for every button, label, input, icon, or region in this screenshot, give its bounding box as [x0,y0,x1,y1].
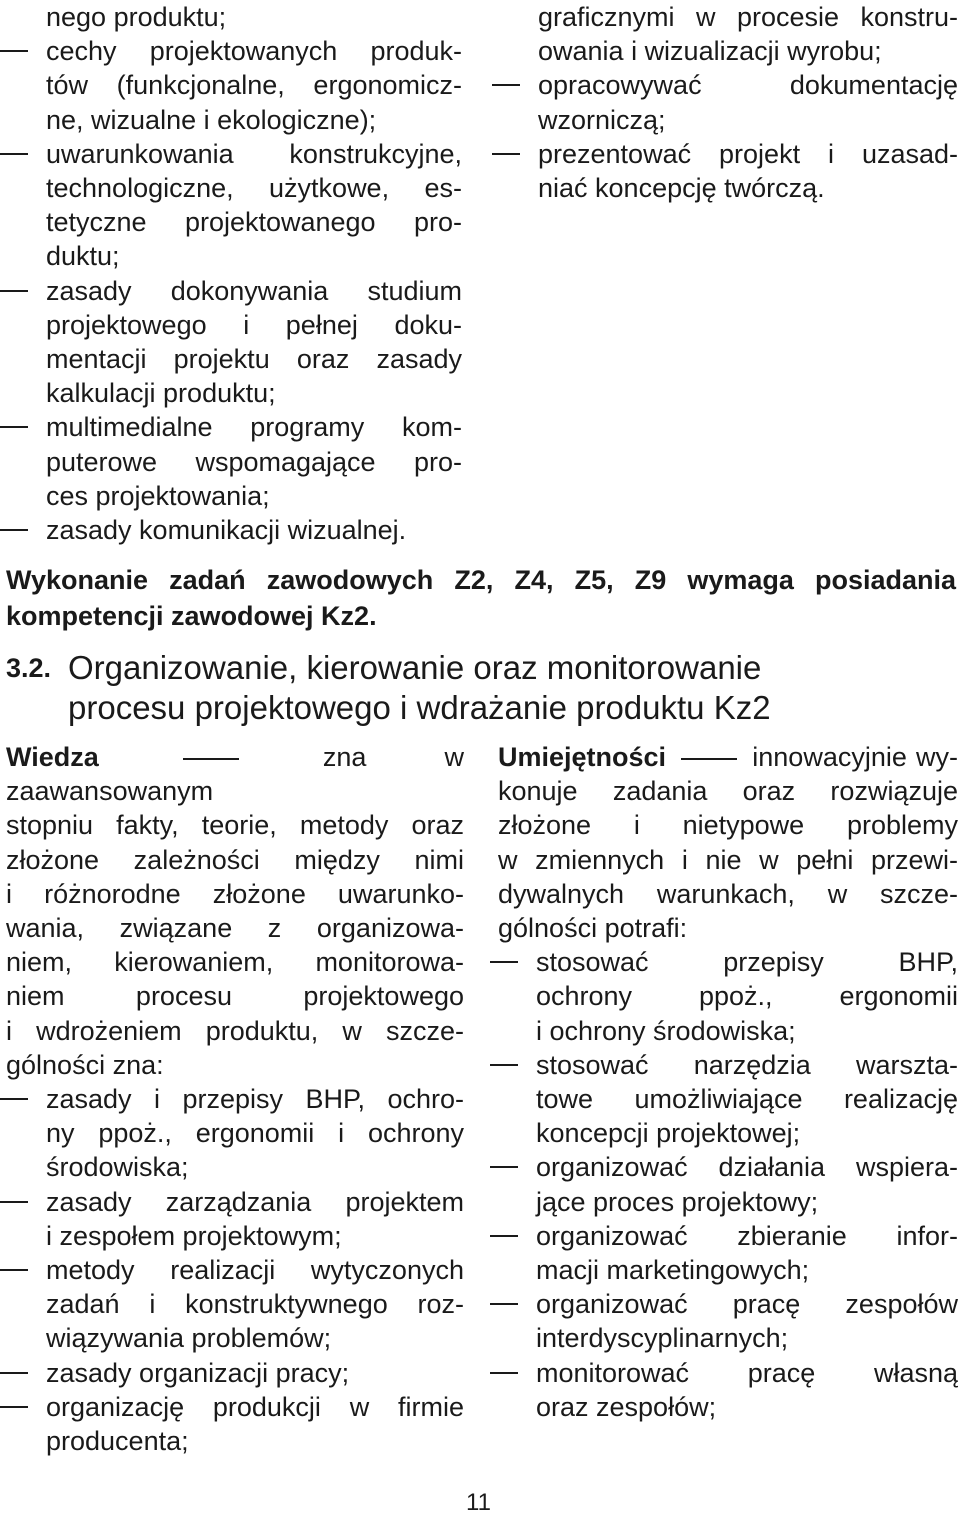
dash-bullet-icon [490,961,518,963]
text-line: konuje zadania oraz rozwiązuje [498,776,958,807]
text-line: jące proces projektowy; [536,1186,819,1217]
dash-bullet-icon [0,426,28,428]
skills-intro [498,740,958,774]
skills-label: Umiejętności [498,742,667,772]
list-item: prezentować projekt i uzasad- [538,137,958,171]
text-line: interdyscyplinarnych; [536,1323,789,1354]
text-line: zadań i konstruktywnego roz- [46,1289,464,1320]
knowledge-label: Wiedza [6,742,99,772]
text-line: niać koncepcję twórczą. [538,173,825,204]
skills-intro-text: innowacyjnie wy- [752,742,958,772]
list-item: organizować pracę zespołów [536,1287,958,1321]
text-line: producenta; [46,1426,189,1457]
knowledge-list [6,1082,464,1458]
section-number: 3.2. [6,653,52,683]
section-title-line-2: procesu projektowego i wdrażanie produktu Kz2 [68,689,771,726]
list-item: organizować zbieranie infor- [536,1219,958,1253]
text-line: owania i wizualizacji wyrobu; [538,36,882,67]
text-line: duktu; [46,241,120,272]
dash-bullet-icon [0,1372,28,1374]
text-line: kalkulacji produktu; [46,378,276,409]
text-line: projektowego i pełnej doku- [46,309,462,340]
list-item: opracowywać dokumentację [538,68,958,102]
text-line: i różnorodne złożone uwarunko- [6,878,464,909]
list-item: stosować przepisy BHP, [536,945,958,979]
text-line: złożone i nietypowe problemy [498,810,958,841]
skills-list [498,945,958,1424]
list-item: organizację produkcji w firmie [46,1390,464,1424]
text-line: dywalnych warunkach, w szcze- [498,878,958,909]
text-line: niem, kierowaniem, monitorowa- [6,947,464,978]
right-top-column [538,0,958,205]
requirement-note [6,562,956,634]
text-line: i wdrożeniem produktu, w szcze- [6,1015,464,1046]
knowledge-intro-text: zna w zaawansowanym [6,742,464,807]
text-line: gólności zna: [6,1049,164,1080]
text-line: mentacji projektu oraz zasady [46,344,462,375]
list-item: cechy projektowanych produk- [46,34,462,68]
section-title-line-1: Organizowanie, kierowanie oraz monitorowanie [68,649,762,686]
text-line: tów (funkcjonalne, ergonomicz- [46,70,462,101]
list-item: monitorować pracę własną [536,1356,958,1390]
text-line: tetyczne projektowanego pro- [46,207,462,238]
text-line: wzorniczą; [538,104,666,135]
text-line: stopniu fakty, teorie, metody oraz [6,810,464,841]
dash-bullet-icon [0,1269,28,1271]
dash-bullet-icon [492,84,520,86]
dash-bullet-icon [490,1064,518,1066]
dash-bullet-icon [490,1166,518,1168]
list-item: stosować narzędzia warszta- [536,1048,958,1082]
dash-bullet-icon [0,153,28,155]
page-number: 11 [466,1489,491,1516]
dash-bullet-icon [0,1406,28,1408]
text-line: i zespołem projektowym; [46,1220,342,1251]
text-line: i ochrony środowiska; [536,1015,796,1046]
list-item: metody realizacji wytyczonych [46,1253,464,1287]
text-line: technologiczne, użytkowe, es- [46,173,462,204]
text-line: gólności potrafi: [498,913,688,944]
requirement-line-1: Wykonanie zadań zawodowych Z2, Z4, Z5, Z9 wymaga posiadania [6,565,956,595]
dash-bullet-icon [0,50,28,52]
text-line: wiązywania problemów; [46,1323,332,1354]
left-top-column [46,0,462,547]
text-line: towe umożliwiające realizację [536,1084,958,1115]
dash-bullet-icon [0,529,28,531]
dash-bullet-icon [490,1303,518,1305]
skills-column [498,740,958,1424]
list-item: uwarunkowania konstrukcyjne, [46,137,462,171]
dash-bullet-icon [0,1098,28,1100]
list-item: zasady zarządzania projektem [46,1185,464,1219]
requirement-line-2: kompetencji zawodowej Kz2. [6,601,377,631]
text-line: macji marketingowych; [536,1255,810,1286]
text-line: złożone zależności między nimi [6,844,464,875]
dash-icon [681,758,737,760]
list-item: zasady i przepisy BHP, ochro- [46,1082,464,1116]
list-item: organizować działania wspiera- [536,1150,958,1184]
text-line: ne, wizualne i ekologiczne); [46,104,377,135]
text-line: ochrony ppoż., ergonomii [536,981,958,1012]
text-line: ny ppoż., ergonomii i ochrony [46,1118,464,1149]
text-line: graficznymi w procesie konstru- [538,2,958,32]
list-item: zasady organizacji pracy; [46,1356,464,1390]
text-line: w zmiennych i nie w pełni przewi- [498,844,958,875]
list-item: zasady dokonywania studium [46,274,462,308]
knowledge-intro [6,740,464,808]
dash-bullet-icon [0,290,28,292]
text-line: niem procesu projektowego [6,981,464,1012]
dash-bullet-icon [490,1235,518,1237]
list-item: multimedialne programy kom- [46,410,462,444]
text-line: koncepcji projektowej; [536,1118,801,1149]
text-line: środowiska; [46,1152,189,1183]
list-item: zasady komunikacji wizualnej. [46,513,462,547]
text-line: ces projektowania; [46,480,270,511]
dash-icon [183,758,239,760]
dash-bullet-icon [490,1372,518,1374]
text-line: wania, związane z organizowa- [6,913,464,944]
dash-bullet-icon [492,153,520,155]
text-line: puterowe wspomagające pro- [46,446,462,477]
text-line: nego produktu; [46,2,227,32]
text-line: oraz zespołów; [536,1391,717,1422]
knowledge-column [6,740,464,1458]
dash-bullet-icon [0,1201,28,1203]
